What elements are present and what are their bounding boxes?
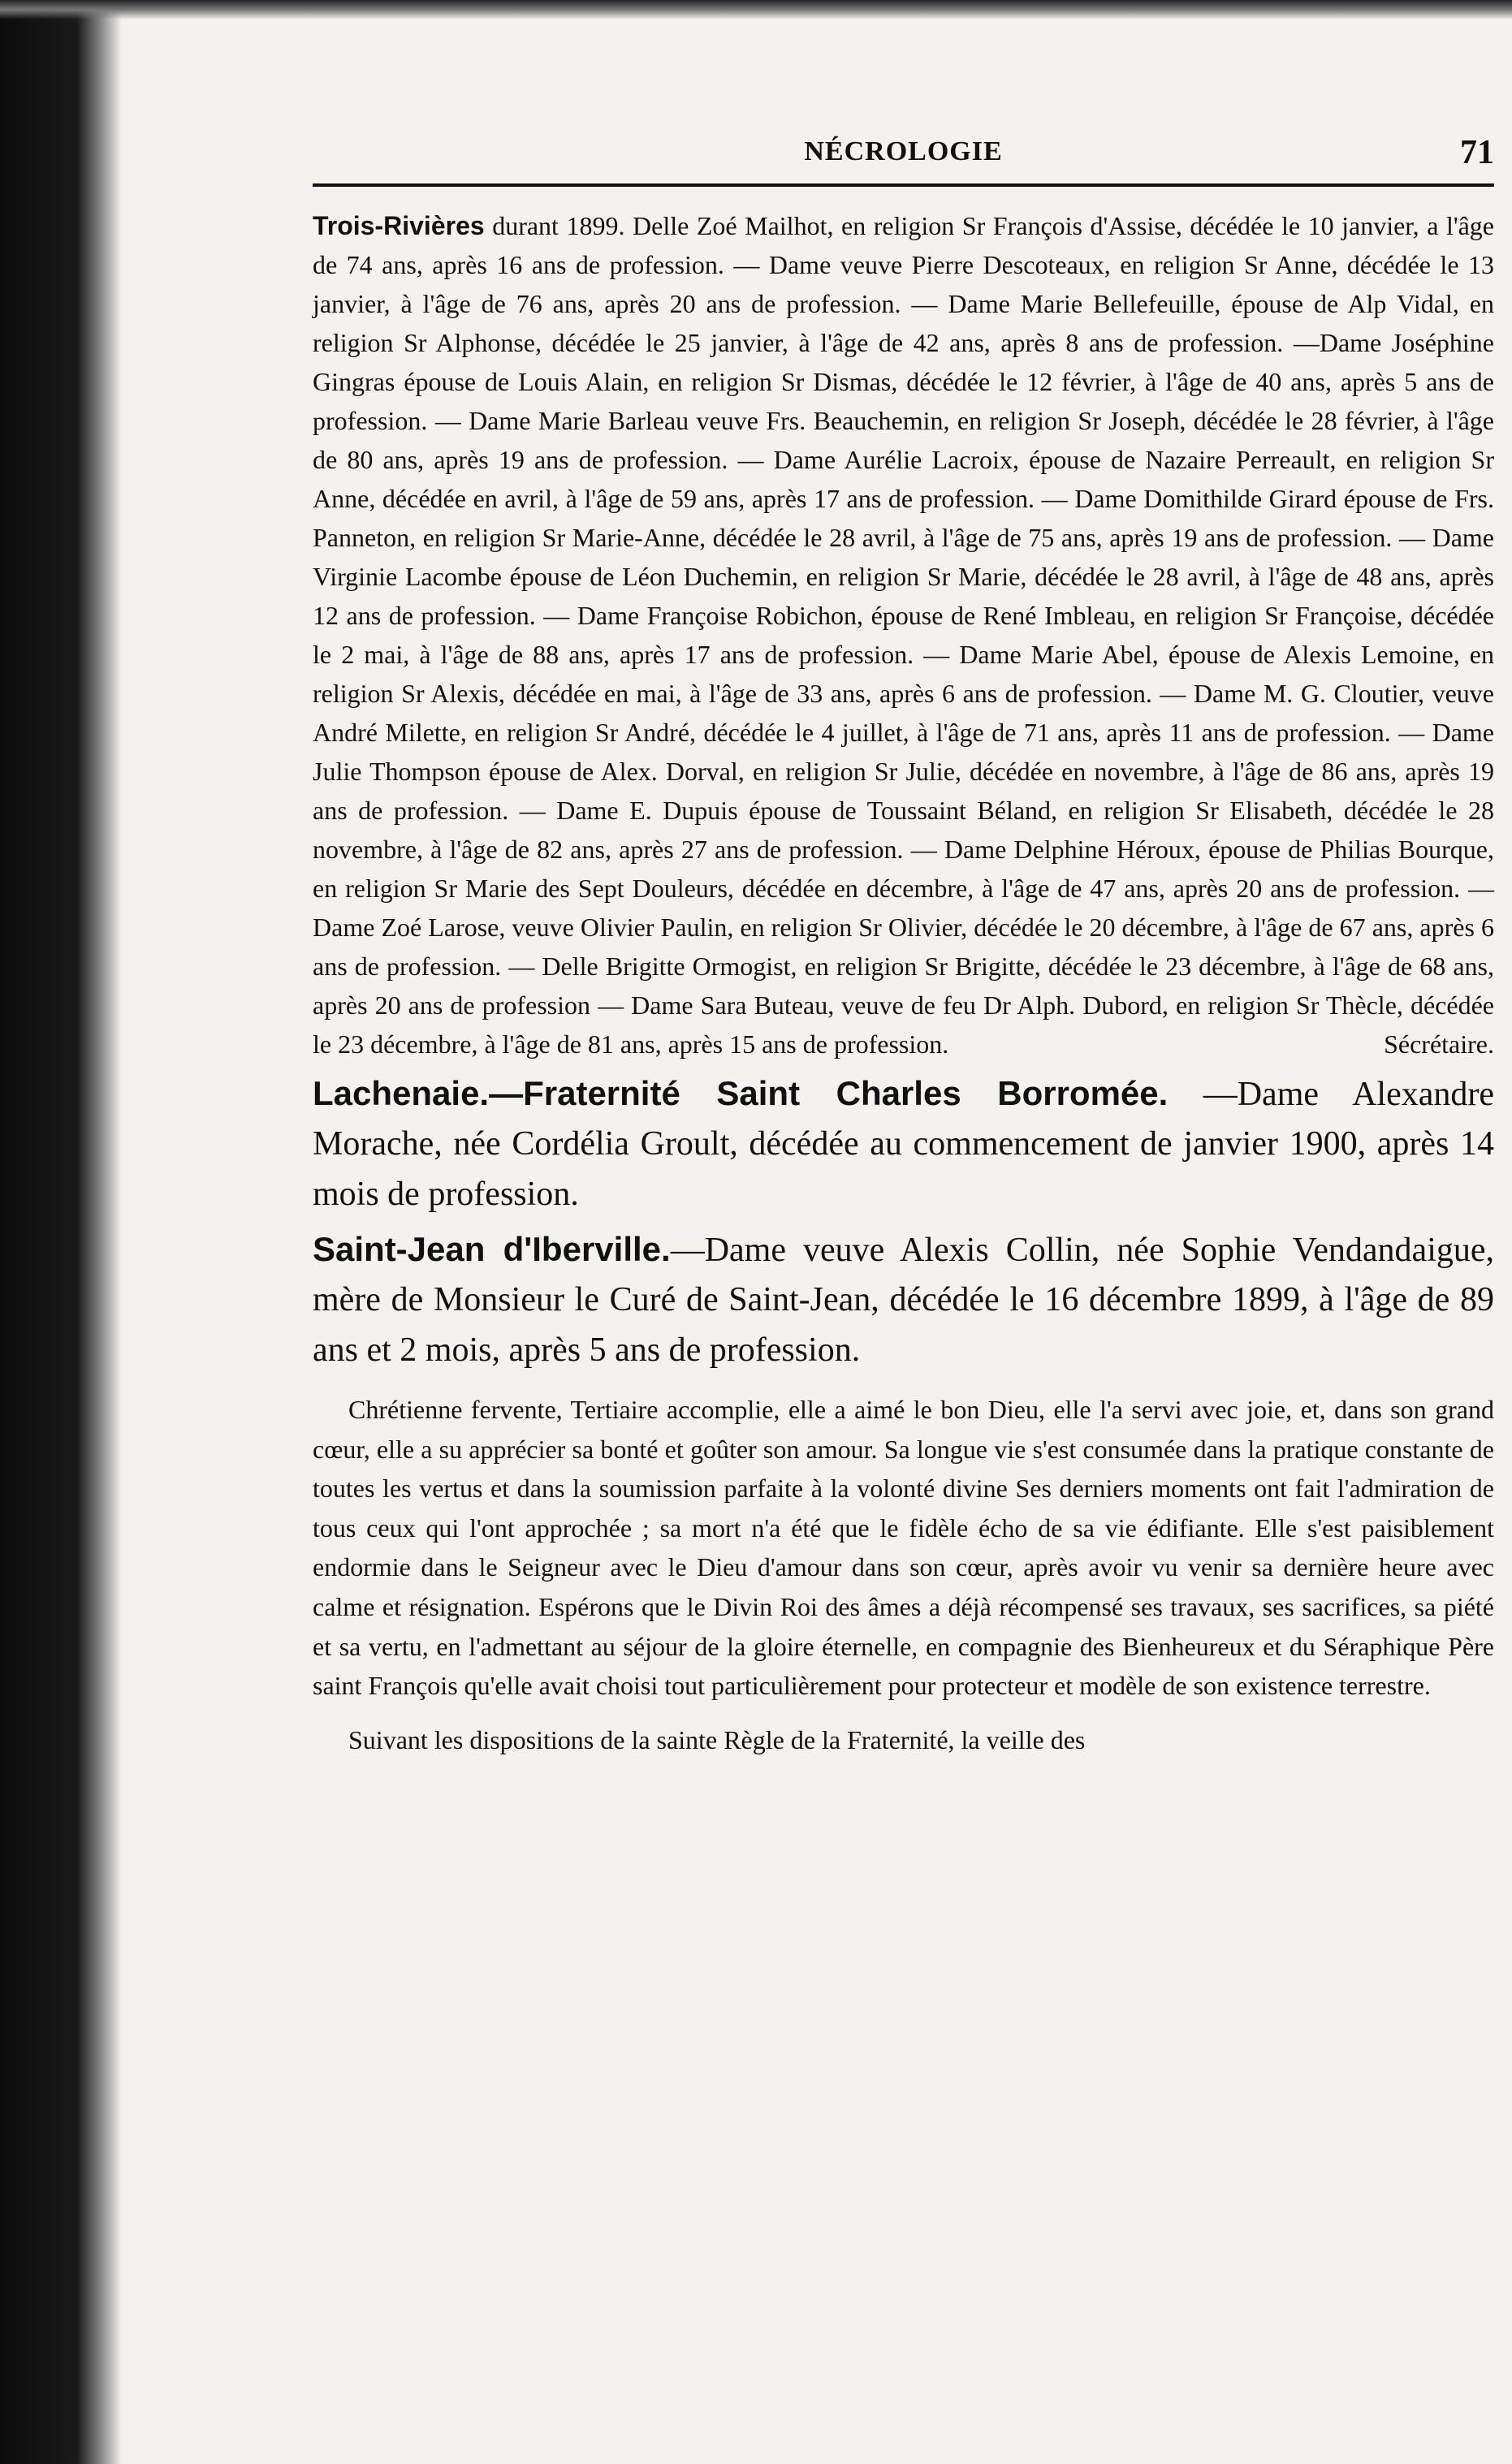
book-spine-shadow — [0, 0, 122, 2464]
page-title: NÉCROLOGIE — [804, 136, 1003, 166]
entry-text: —Dame veuve Alexis Collin, née Sophie Vendandaigue, mère de Monsieur le Curé de Saint-Jean, décédée le 16 décembre 1899, à l'âge de 89 ans et 2 mois, après 5 ans de profession. — [313, 1231, 1494, 1369]
page-content — [313, 122, 1494, 1760]
entry-signature: Sécrétaire. — [1384, 1029, 1494, 1059]
entry-heading: Trois-Rivières — [313, 211, 485, 240]
page-top-edge — [0, 0, 1512, 19]
entry-heading: Saint-Jean d'Iberville. — [313, 1229, 671, 1268]
header-rule — [313, 183, 1494, 187]
entry-text: —Dame Alexandre Morache, née Cordélia Groult, décédée au commencement de janvier 1900, après 14 mois de profession. — [313, 1076, 1494, 1213]
page-number: 71 — [1460, 134, 1494, 171]
entry-heading: Lachenaie.—Fraternité Saint Charles Borromée. — [313, 1074, 1169, 1112]
obituary-entry-saint-jean — [313, 1224, 1494, 1375]
entry-lead: durant 1899. — [484, 211, 625, 240]
obituary-entry-lachenaie — [313, 1068, 1494, 1219]
eulogy-paragraph: Chrétienne fervente, Tertiaire accomplie, elle a aimé le bon Dieu, elle l'a servi avec joie, et, dans son grand cœur, elle a su apprécier sa bonté et goûter son amour. Sa longue vie s'est consumée dans la pratique constante de toutes les vertus et dans la soumission parfaite à la volonté divine Ses derniers moments ont fait l'admiration de tous ceux qui l'ont approchée ; sa mort n'a été que le fidèle écho de sa vie édifiante. Elle s'est paisiblement endormie dans le Seigneur avec le Dieu d'amour dans son cœur, après avoir vu venir sa dernière heure avec calme et résignation. Espérons que le Divin Roi des âmes a déjà récompensé ses travaux, ses sacrifices, sa piété et sa vertu, en l'admettant au séjour de la gloire éternelle, en compagnie des Bienheureux et du Séraphique Père saint François qu'elle avait choisi tout particulièrement pour protecteur et modèle de son existence terrestre. — [313, 1394, 1494, 1701]
running-head — [313, 122, 1494, 179]
entry-text: Delle Zoé Mailhot, en religion Sr François d'Assise, décédée le 10 janvier, a l'âge de 74 ans, après 16 ans de profession. — Dame veuve Pierre Descoteaux, en religion Sr Anne, décédée le 13 janvier, à l'âge de 76 ans, après 20 ans de profession. — Dame Marie Bellefeuille, épouse de Alp Vidal, en religion Sr Alphonse, décédée le 25 janvier, à l'âge de 42 ans, après 8 ans de profession. —Dame Joséphine Gingras épouse de Louis Alain, en religion Sr Dismas, décédée le 12 février, à l'âge de 40 ans, après 5 ans de profession. — Dame Marie Barleau veuve Frs. Beauchemin, en religion Sr Joseph, décédée le 28 février, à l'âge de 80 ans, après 19 ans de profession. — Dame Aurélie Lacroix, épouse de Nazaire Perreault, en religion Sr Anne, décédée en avril, à l'âge de 59 ans, après 17 ans de profession. — Dame Domithilde Girard épouse de Frs. Panneton, en religion Sr Marie-Anne, décédée le 28 avril, à l'âge de 75 ans, après 19 ans de profession. — Dame Virginie Lacombe épouse de Léon Duchemin, en religion Sr Marie, décédée le 28 avril, à l'âge de 48 ans, après 12 ans de profession. — Dame Françoise Robichon, épouse de René Imbleau, en religion Sr Françoise, décédée le 2 mai, à l'âge de 88 ans, après 17 ans de profession. — Dame Marie Abel, épouse de Alexis Lemoine, en religion Sr Alexis, décédée en mai, à l'âge de 33 ans, après 6 ans de profession. — Dame M. G. Cloutier, veuve André Milette, en religion Sr André, décédée le 4 juillet, à l'âge de 71 ans, après 11 ans de profession. — Dame Julie Thompson épouse de Alex. Dorval, en religion Sr Julie, décédée en novembre, à l'âge de 86 ans, après 19 ans de profession. — Dame E. Dupuis épouse de Toussaint Béland, en religion Sr Elisabeth, décédée le 28 novembre, à l'âge de 82 ans, après 27 ans de profession. — Dame Delphine Héroux, épouse de Philias Bourque, en religion Sr Marie des Sept Douleurs, décédée en décembre, à l'âge de 47 ans, après 20 ans de profession. — Dame Zoé Larose, veuve Olivier Paulin, en religion Sr Olivier, décédée le 20 décembre, à l'âge de 67 ans, après 6 ans de profession. — Delle Brigitte Ormogist, en religion Sr Brigitte, décédée le 23 décembre, à l'âge de 68 ans, après 20 ans de profession — Dame Sara Buteau, veuve de feu Dr Alph. Dubord, en religion Sr Thècle, décédée le 23 décembre, à l'âge de 81 ans, après 15 ans de profession. — [313, 211, 1495, 1059]
closing-paragraph: Suivant les dispositions de la sainte Règle de la Fraternité, la veille des — [348, 1724, 1086, 1754]
obituary-entry-trois-rivieres — [313, 206, 1494, 1064]
